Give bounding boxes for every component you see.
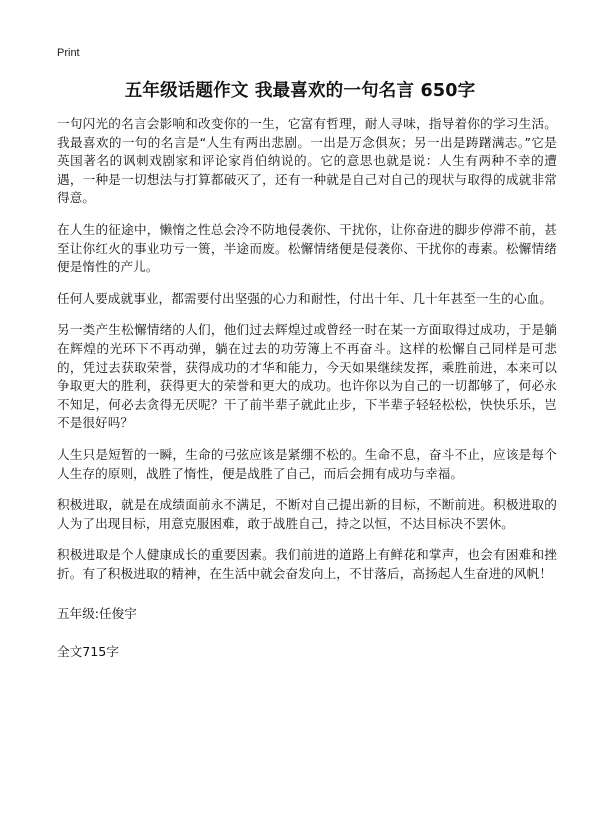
article-title: 五年级话题作文 我最喜欢的一句名言 650字	[124, 81, 476, 101]
word-count: 全文715字	[57, 644, 119, 660]
article-paragraph-4: 另一类产生松懈情绪的人们，他们过去辉煌过或曾经一时在某一方面取得过成功，于是躺在辉煌的光环下不再动弹，躺在过去的功劳簿上不再奋斗。这样的松懈自己同样是可悲的，凭过去获取荣誉，获得成功的才华和能力，今天如果继续发挥，乘胜前进，本来可以争取更大的胜利，获得更大的荣誉和更大的成功。也许你以为自己的一切都够了，何必永不知足，何必去贪得无厌呢？干了前半辈子就此止步，下半辈子轻轻松松，快快乐乐，岂不是很好吗？	[57, 322, 557, 431]
article-paragraph-3: 任何人要成就事业，都需要付出坚强的心力和耐性，付出十年、几十年甚至一生的心血。	[57, 290, 553, 306]
article-paragraph-5: 人生只是短暂的一瞬，生命的弓弦应该是紧绷不松的。生命不息，奋斗不止，应该是每个人生存的原则，战胜了惰性，便是战胜了自己，而后会拥有成功与幸福。	[57, 446, 557, 481]
print-link[interactable]: Print	[57, 47, 80, 59]
author-line: 五年级:任俊宇	[57, 606, 137, 622]
article-paragraph-6: 积极进取，就是在成绩面前永不满足，不断对自己提出新的目标，不断前进。积极进取的人为了出现目标，用意克服困难，敢于战胜自己，持之以恒，不达目标决不罢休。	[57, 497, 557, 531]
article-body	[57, 115, 557, 661]
article-paragraph-7: 积极进取是个人健康成长的重要因素。我们前进的道路上有鲜花和掌声，也会有困难和挫折。有了积极进取的精神，在生活中就会奋发向上，不甘落后，高扬起人生奋进的风帆！	[57, 547, 557, 581]
article-paragraph-2: 在人生的征途中，懒惰之性总会冷不防地侵袭你、干扰你，让你奋进的脚步停滞不前，甚至让你红火的事业功亏一篑，半途而废。松懈情绪便是侵袭你、干扰你的毒素。松懈情绪便是惰性的产儿。	[57, 221, 557, 275]
article-paragraph-1: 一句闪光的名言会影响和改变你的一生，它富有哲理，耐人寻味，指导着你的学习生活。我最喜欢的一句的名言是“人生有两出悲剧。一出是万念俱灰；另一出是踌躇满志。”它是英国著名的讽刺戏剧家和评论家肖伯纳说的。它的意思也就是说：人生有两种不幸的遭遇，一种是一切想法与打算都破灭了，还有一种就是自己对自己的现状与取得的成就非常得意。	[57, 116, 557, 206]
